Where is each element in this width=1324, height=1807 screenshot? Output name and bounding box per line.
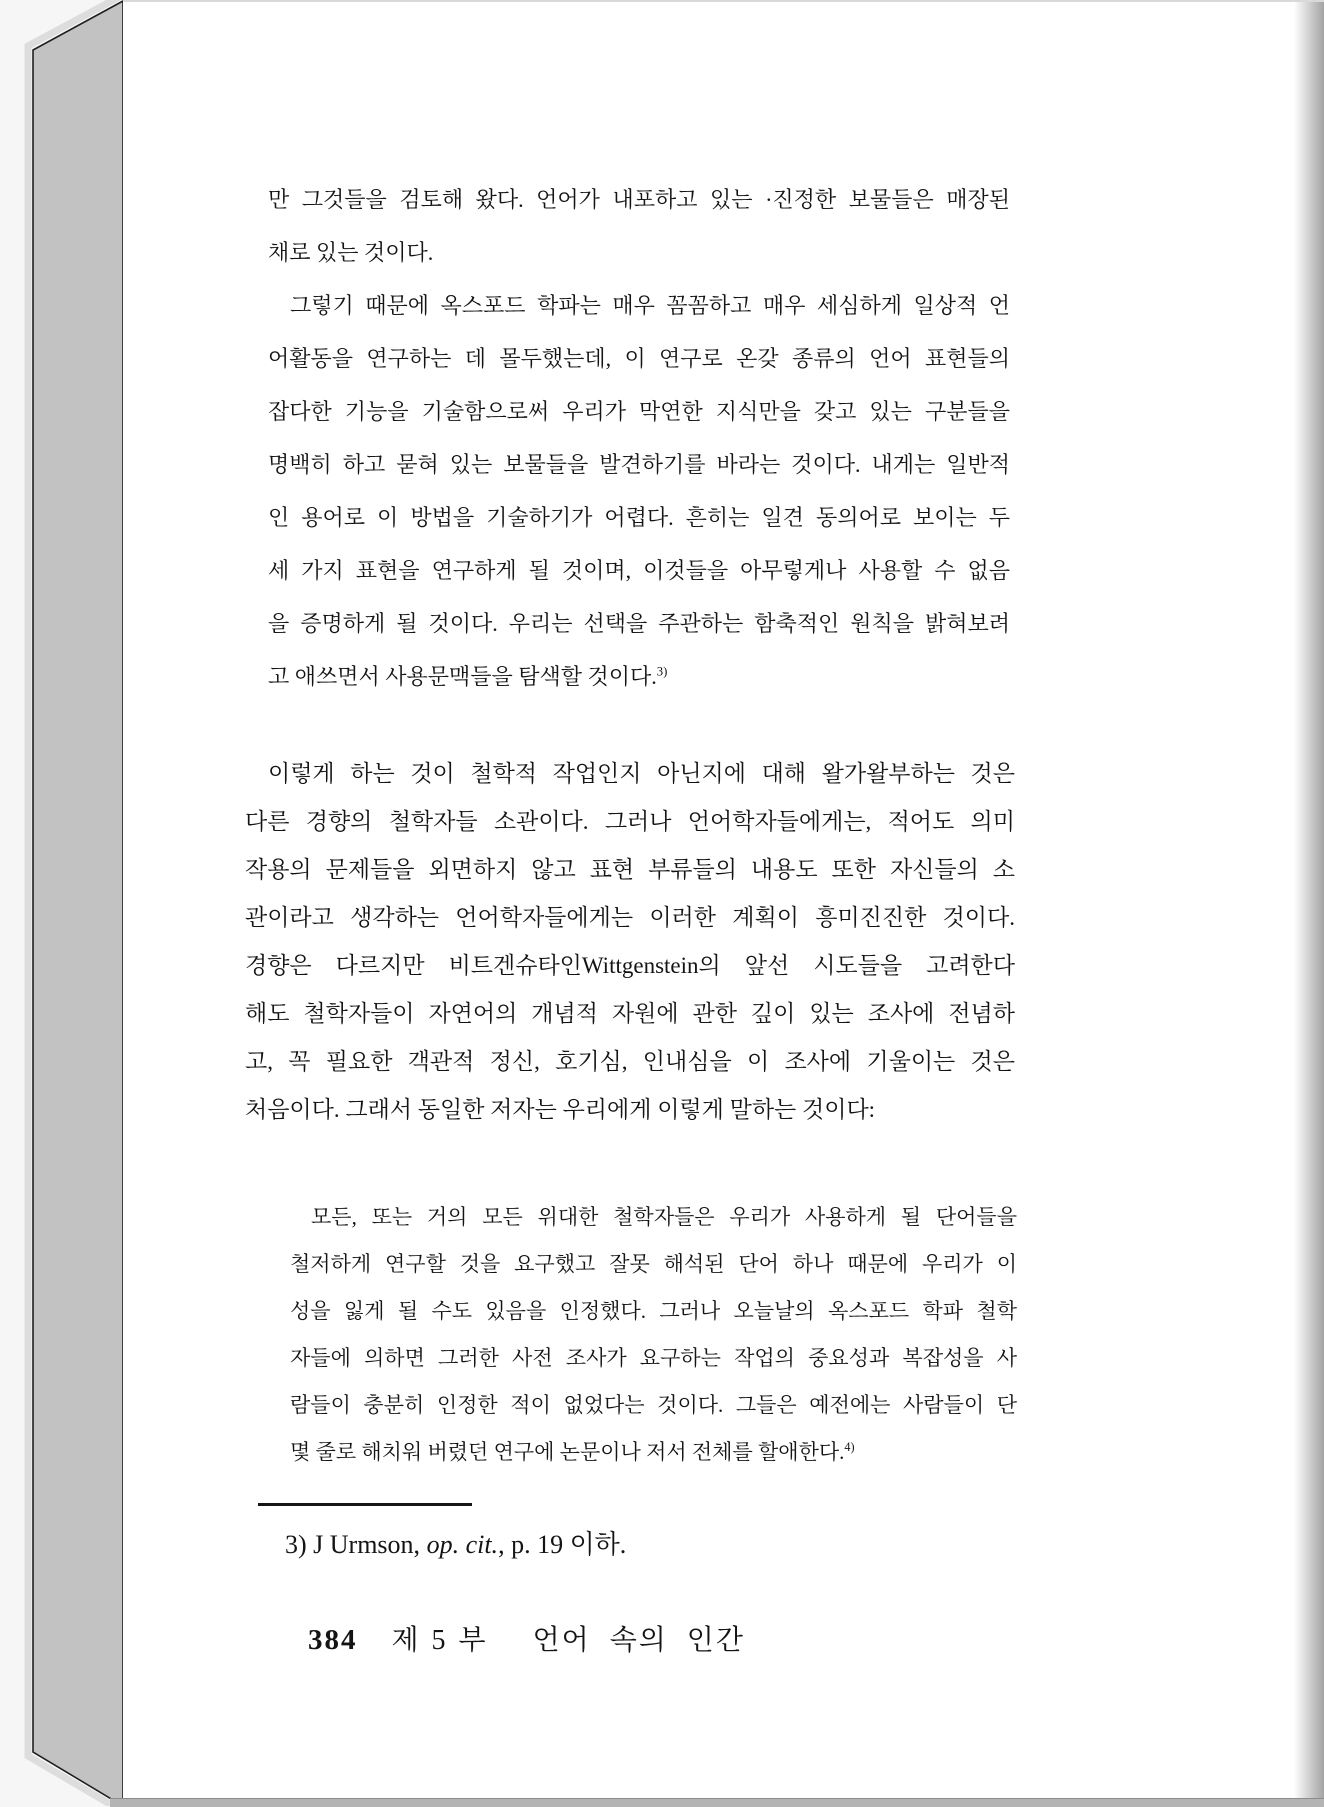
text-line: 철저하게 연구할 것을 요구했고 잘못 해석된 단어 하나 때문에 우리가 이 <box>290 1252 1017 1276</box>
footnote-ref-3: 3) <box>656 664 668 679</box>
footnote-ref-4: 4) <box>844 1440 855 1454</box>
text-line: 경향은 다르지만 비트겐슈타인Wittgenstein의 앞선 시도들을 고려한다 <box>245 953 1015 978</box>
quote-top-last-line: 고 애쓰면서 사용문맥들을 탐색할 것이다. <box>268 664 657 689</box>
text-line: 이렇게 하는 것이 철학적 작업인지 아닌지에 대해 왈가왈부하는 것은 <box>268 761 1015 786</box>
part-label: 제 5 부 <box>391 1625 489 1656</box>
quote-continuation-block <box>268 173 1010 703</box>
page-footer <box>308 1618 745 1658</box>
text-line: 성을 잃게 될 수도 있음을 인정했다. 그러나 오늘날의 옥스포드 학파 철학 <box>290 1299 1017 1323</box>
part-title: 언어 속의 인간 <box>532 1625 745 1656</box>
text-line: 어활동을 연구하는 데 몰두했는데, 이 연구로 온갖 종류의 언어 표현들의 <box>268 346 1010 371</box>
text-line: 세 가지 표현을 연구하게 될 것이며, 이것들을 아무렇게나 사용할 수 없음 <box>268 558 1010 583</box>
page-number: 384 <box>308 1624 358 1656</box>
text-line: 작용의 문제들을 외면하지 않고 표현 부류들의 내용도 또한 자신들의 소 <box>245 857 1015 882</box>
text-line: 인 용어로 이 방법을 기술하기가 어렵다. 흔히는 일견 동의어로 보이는 두 <box>268 505 1010 530</box>
text-line: 고, 꼭 필요한 객관적 정신, 호기심, 인내심을 이 조사에 기울이는 것은 <box>245 1049 1015 1074</box>
text-line: 잡다한 기능을 기술함으로써 우리가 막연한 지식만을 갖고 있는 구분들을 <box>268 399 1010 424</box>
page-right-edge-shading <box>1294 2 1324 1800</box>
text-line: 해도 철학자들이 자연어의 개념적 자원에 관한 깊이 있는 조사에 전념하 <box>245 1001 1015 1026</box>
text-line: 그렇기 때문에 옥스포드 학파는 매우 꼼꼼하고 매우 세심하게 일상적 언 <box>290 293 1010 318</box>
quote-top-lines <box>268 173 1010 650</box>
footnote-rest: , p. 19 이하. <box>498 1530 627 1559</box>
text-line <box>268 650 1010 703</box>
body-paragraph <box>245 750 1015 1134</box>
text-line: 람들이 충분히 인정한 적이 없었다는 것이다. 그들은 예전에는 사람들이 단 <box>290 1393 1017 1417</box>
text-line: 자들에 의하면 그러한 사전 조사가 요구하는 작업의 중요성과 복잡성을 사 <box>290 1346 1017 1370</box>
text-line: 처음이다. 그래서 동일한 저자는 우리에게 이렇게 말하는 것이다: <box>245 1097 876 1122</box>
text-line: 다른 경향의 철학자들 소관이다. 그러나 언어학자들에게는, 적어도 의미 <box>245 809 1015 834</box>
text-line: 만 그것들을 검토해 왔다. 언어가 내포하고 있는 ·진정한 보물들은 매장된 <box>268 187 1010 212</box>
footnote-divider <box>258 1503 472 1506</box>
body-lines <box>245 750 1015 1134</box>
quote-bottom-lines <box>290 1194 1017 1429</box>
spine-face <box>33 1 123 1806</box>
block-quote <box>290 1194 1017 1476</box>
footnote <box>285 1528 985 1562</box>
text-line: 을 증명하게 될 것이다. 우리는 선택을 주관하는 함축적인 원칙을 밝혀보려 <box>268 611 1010 636</box>
text-line <box>290 1429 1017 1476</box>
text-line: 명백히 하고 묻혀 있는 보물들을 발견하기를 바라는 것이다. 내게는 일반적 <box>268 452 1010 477</box>
footnote-prefix: 3) J Urmson, <box>285 1530 427 1559</box>
footnote-citation-italic: op. cit. <box>426 1530 499 1559</box>
text-line: 채로 있는 것이다. <box>268 240 434 265</box>
text-line: 관이라고 생각하는 언어학자들에게는 이러한 계획이 흥미진진한 것이다. <box>245 905 1015 930</box>
text-line: 모든, 또는 거의 모든 위대한 철학자들은 우리가 사용하게 될 단어들을 <box>311 1205 1017 1229</box>
quote-bottom-last-line: 몇 줄로 해치워 버렸던 연구에 논문이나 저서 전체를 할애한다. <box>290 1440 845 1464</box>
